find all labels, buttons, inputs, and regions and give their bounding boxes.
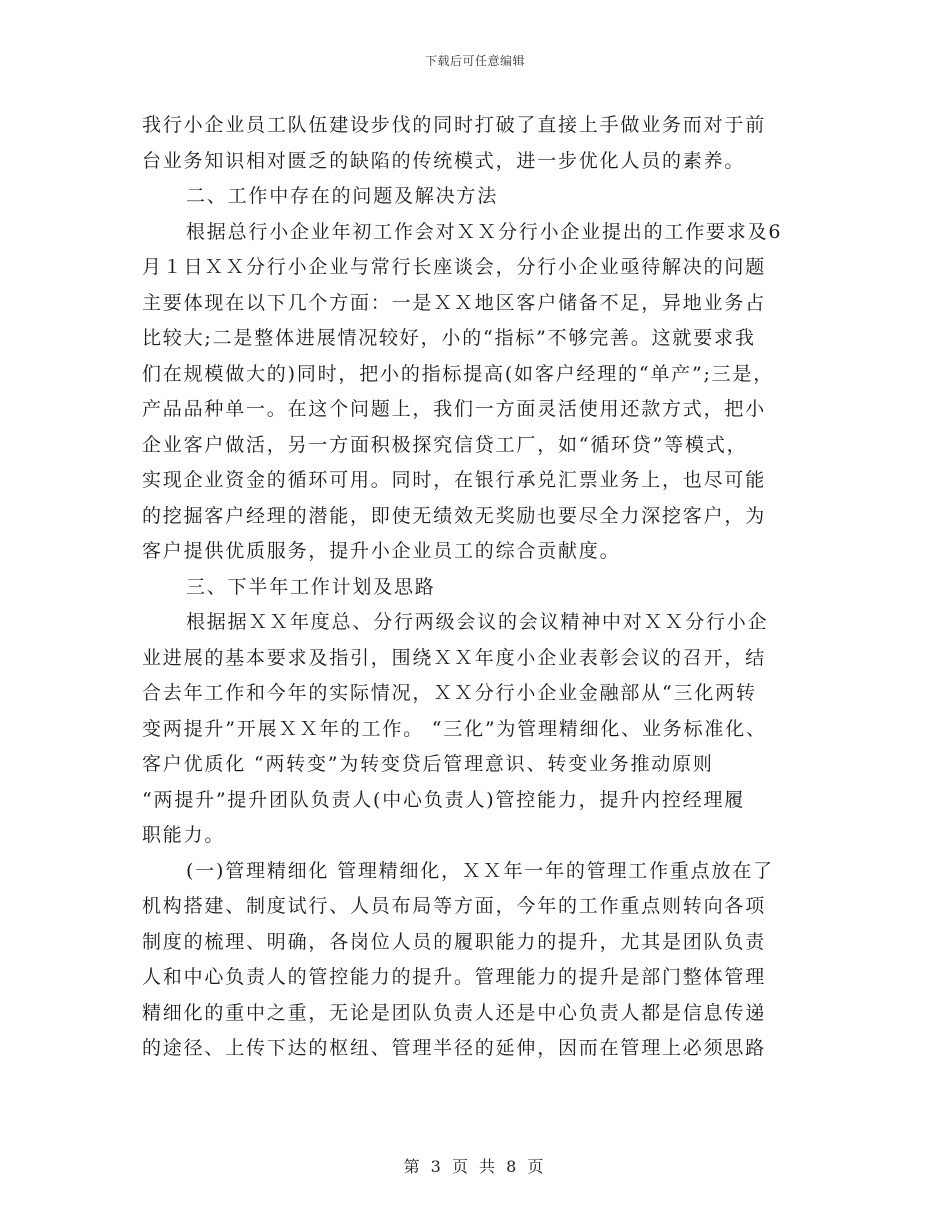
text-line: “两提升”提升团队负责人(中心负责人)管控能力，提升内控经理履 (142, 788, 746, 811)
text-line: 二、工作中存在的问题及解决方法 (186, 185, 499, 207)
text-line: 产品品种单一。在这个问题上，我们一方面灵活使用还款方式，把小 (142, 398, 767, 420)
text-line: (一)管理精细化 管理精细化，ＸＸ年一年的管理工作重点放在了 (186, 859, 774, 882)
text-line: 根据总行小企业年初工作会对ＸＸ分行小企业提出的工作要求及6 (186, 220, 783, 243)
text-line: 人和中心负责人的管控能力的提升。管理能力的提升是部门整体管理 (142, 966, 767, 988)
text-line: 实现企业资金的循环可用。同时，在银行承兑汇票业务上，也尽可能 (142, 469, 767, 491)
text-line: 台业务知识相对匮乏的缺陷的传统模式，进一步优化人员的素养。 (142, 149, 746, 172)
text-line: 月１日ＸＸ分行小企业与常行长座谈会，分行小企业亟待解决的问题 (142, 256, 767, 278)
text-line: 企业客户做活，另一方面积极探究信贷工厂，如“循环贷”等模式， (142, 433, 748, 456)
text-line: 职能力。 (142, 824, 226, 846)
text-line: 机构搭建、制度试行、人员布局等方面，今年的工作重点则转向各项 (142, 895, 767, 917)
text-line: 三、下半年工作计划及思路 (186, 575, 436, 598)
text-line: 制度的梳理、明确，各岗位人员的履职能力的提升，尤其是团队负责 (142, 930, 767, 953)
page-header: 下载后可任意编辑 (424, 54, 525, 68)
text-line: 主要体现在以下几个方面：一是ＸＸ地区客户储备不足，异地业务占 (142, 291, 767, 314)
text-line: 根据据ＸＸ年度总、分行两级会议的会议精神中对ＸＸ分行小企 (186, 611, 769, 633)
text-line: 合去年工作和今年的实际情况，ＸＸ分行小企业金融部从“三化两转 (142, 682, 757, 704)
text-line: 客户优质化 “两转变”为转变贷后管理意识、转变业务推动原则 (142, 753, 714, 775)
text-line: 我行小企业员工队伍建设步伐的同时打破了直接上手做业务而对于前 (142, 114, 767, 136)
text-line: 的途径、上传下达的枢纽、管理半径的延伸，因而在管理上必须思路 (142, 1037, 767, 1059)
document-body (142, 108, 822, 1067)
text-line: 们在规模做大的)同时，把小的指标提高(如客户经理的“单产”;三是， (142, 362, 775, 385)
page-footer: 第 3 页 共 8 页 (403, 1157, 547, 1176)
text-line: 业进展的基本要求及指引，围绕ＸＸ年度小企业表彰会议的召开，结 (142, 646, 767, 669)
text-line: 变两提升”开展ＸＸ年的工作。 “三化”为管理精细化、业务标准化、 (142, 717, 767, 740)
text-line: 比较大;二是整体进展情况较好，小的“指标”不够完善。这就要求我 (142, 327, 756, 349)
text-line: 的挖掘客户经理的潜能，即使无绩效无奖励也要尽全力深挖客户，为 (142, 504, 767, 527)
text-line: 精细化的重中之重，无论是团队负责人还是中心负责人都是信息传递 (142, 1001, 767, 1024)
text-line: 客户提供优质服务，提升小企业员工的综合贡献度。 (142, 540, 621, 562)
